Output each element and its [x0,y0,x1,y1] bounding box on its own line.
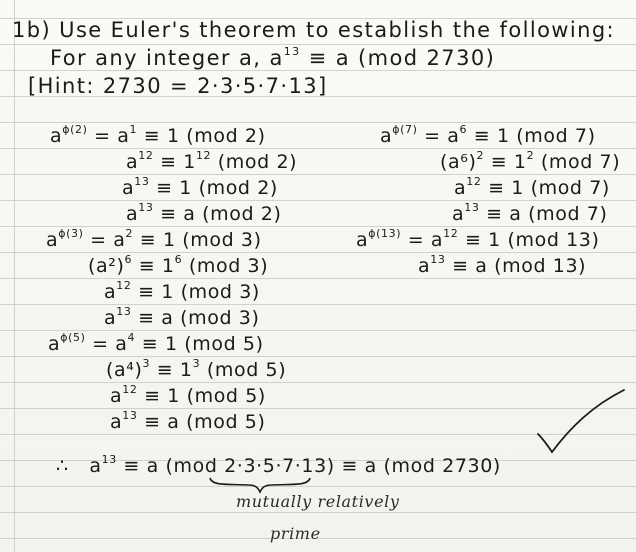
step-tail: ≡ 1 (mod 3) [133,229,262,251]
step-base: (a⁶) [440,151,477,173]
conclusion-base: a [89,455,102,477]
left-step [122,174,278,199]
step-exponent: ϕ(13) [368,226,402,240]
step-exponent: 13 [430,252,446,266]
ruled-line [0,486,636,487]
ruled-line [0,200,636,201]
step-base: a [126,203,139,225]
step-rest: = a [401,229,444,251]
conclusion-line [56,452,501,477]
left-step [126,148,298,173]
step-tail: ≡ 1 (mod 7) [467,125,596,147]
problem-statement: Use Euler's theorem to establish the following: [59,18,616,42]
left-step [88,252,269,277]
step-exponent-2: 4 [127,330,136,344]
step-base: a [46,229,59,251]
step-rest: = a [87,125,130,147]
step-rest: = a [85,333,128,355]
left-step [104,304,260,329]
step-exponent-2: 6 [174,252,183,266]
ruled-line [0,330,636,331]
check-mark-icon [536,388,626,458]
left-step [106,356,287,381]
step-base: a [110,411,123,433]
ruled-line [0,304,636,305]
step-rest: ≡ 1 [153,151,196,173]
step-rest: = a [417,125,460,147]
ruled-line [0,278,636,279]
margin-line [14,0,15,552]
step-exponent: 12 [138,148,154,162]
step-exponent-2: 12 [195,148,212,162]
right-step [418,252,587,277]
therefore-symbol: ∴ [56,455,69,477]
claim-base: a [269,46,284,70]
step-tail: (mod 2) [211,151,298,173]
claim-line [50,45,496,70]
step-exponent: ϕ(5) [60,330,86,344]
step-base: a [104,281,117,303]
left-step [110,382,266,407]
step-base: a [454,177,467,199]
step-tail: (mod 7) [534,151,621,173]
step-tail: (mod 5) [200,359,287,381]
claim-exponent: 13 [283,45,301,58]
step-exponent-2: 3 [192,356,201,370]
right-step [380,122,596,147]
step-exponent: 13 [138,200,154,214]
left-step [126,200,282,225]
conclusion-exponent: 13 [101,452,117,466]
right-step [452,200,608,225]
step-base: a [452,203,465,225]
right-step [440,148,621,173]
ruled-line [0,356,636,357]
step-exponent: 13 [464,200,480,214]
hint-text: [Hint: 2730 = 2·3·5·7·13] [28,74,328,98]
problem-number: 1b) [12,18,52,42]
step-exponent-2: 2 [125,226,134,240]
ruled-line [0,174,636,175]
ruled-line [0,226,636,227]
step-rest: ≡ a (mod 5) [137,411,266,433]
step-exponent: 3 [142,356,151,370]
step-exponent: 12 [116,278,132,292]
step-exponent: ϕ(3) [58,226,84,240]
step-exponent: 12 [122,382,138,396]
step-exponent-2: 12 [443,226,459,240]
step-rest: ≡ 1 (mod 2) [149,177,278,199]
step-tail: ≡ 1 (mod 5) [135,333,264,355]
step-base: a [104,307,117,329]
step-tail: ≡ 1 (mod 2) [137,125,266,147]
step-rest: ≡ 1 (mod 7) [481,177,610,199]
step-exponent: ϕ(2) [62,122,88,136]
step-base: a [50,125,63,147]
step-rest: ≡ a (mod 3) [131,307,260,329]
left-step [46,226,262,251]
ruled-line [0,252,636,253]
step-base: a [126,151,139,173]
left-step [50,122,266,147]
step-base: a [356,229,369,251]
step-rest: ≡ 1 (mod 3) [131,281,260,303]
step-rest: ≡ 1 [132,255,175,277]
annotation-line-2: prime [270,524,321,543]
step-base: a [122,177,135,199]
step-base: a [418,255,431,277]
ruled-line [0,44,636,45]
claim-rest: ≡ a (mod 2730) [308,46,496,70]
step-base: a [110,385,123,407]
ruled-line [0,512,636,513]
right-step [454,174,610,199]
claim-prefix: For any integer a, [50,46,262,70]
step-base: a [48,333,61,355]
left-step [110,408,266,433]
step-rest: ≡ a (mod 2) [153,203,282,225]
step-exponent: 2 [476,148,485,162]
annotation-line-1: mutually relatively [236,492,400,511]
ruled-line [0,148,636,149]
conclusion-rest: ≡ a (mod 2·3·5·7·13) ≡ a (mod 2730) [116,455,501,477]
left-step [48,330,264,355]
step-rest: ≡ 1 [150,359,193,381]
step-base: (a⁴) [106,359,143,381]
step-rest: ≡ a (mod 7) [479,203,608,225]
ruled-line [0,382,636,383]
step-tail: ≡ 1 (mod 13) [458,229,600,251]
left-step [104,278,260,303]
step-exponent: ϕ(7) [392,122,418,136]
step-exponent-2: 6 [459,122,468,136]
step-exponent-2: 1 [129,122,138,136]
step-tail: (mod 3) [182,255,269,277]
problem-statement-line [12,20,615,40]
step-exponent: 13 [134,174,150,188]
step-rest: = a [83,229,126,251]
step-exponent-2: 2 [526,148,535,162]
step-rest: ≡ 1 [484,151,527,173]
ruled-line [0,70,636,71]
step-exponent: 13 [122,408,138,422]
right-step [356,226,600,251]
step-base: a [380,125,393,147]
hint-line [28,76,328,96]
step-exponent: 6 [124,252,133,266]
step-exponent: 13 [116,304,132,318]
step-exponent: 12 [466,174,482,188]
ruled-line [0,122,636,123]
step-base: (a²) [88,255,125,277]
step-rest: ≡ a (mod 13) [445,255,587,277]
step-rest: ≡ 1 (mod 5) [137,385,266,407]
